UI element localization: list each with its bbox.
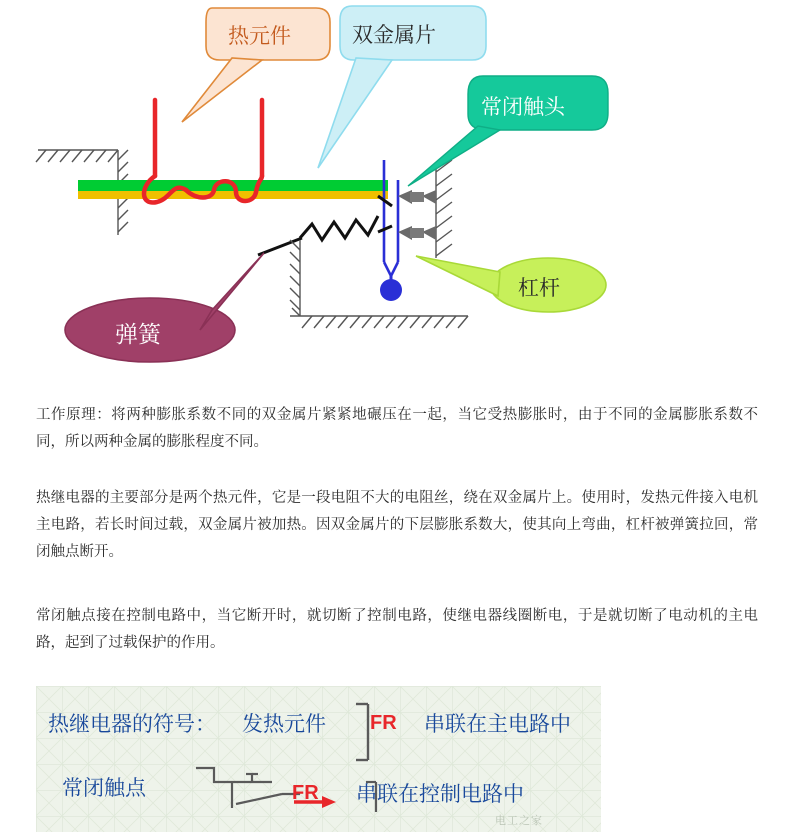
note-heating-element-symbol: 串联在主电路中 — [424, 713, 571, 736]
paragraph-control-circuit: 常闭触点接在控制电路中，当它断开时，就切断了控制电路，使继电器线圈断电，于是就切断了电动机的主电路，起到了过载保护的作用。 — [36, 608, 758, 651]
callout-label-spring: 弹簧 — [115, 321, 161, 347]
symbol-figure-title: 热继电器的符号： — [48, 713, 216, 736]
callout-label-heating-element: 热元件 — [228, 25, 291, 48]
tag-fr-nc: FR — [292, 782, 319, 804]
note-nc-contact-symbol: 串联在控制电路中 — [356, 783, 524, 806]
pivot-joint — [380, 279, 402, 301]
thermal-relay-structure-figure — [0, 0, 791, 370]
callout-label-nc-contact: 常闭触头 — [481, 96, 565, 119]
callout-label-lever: 杠杆 — [518, 277, 560, 300]
paragraph-main-parts: 热继电器的主要部分是两个热元件，它是一段电阻不大的电阻丝，绕在双金属片上。使用时，发热元件接入电机主电路，若长时间过载，双金属片被加热。因双金属片的下层膨胀系数大，使其向上弯曲，杠杆被弹簧拉回，常闭触点断开。 — [36, 490, 758, 560]
label-nc-contact-symbol: 常闭触点 — [62, 777, 146, 800]
tag-fr-heating: FR — [370, 712, 397, 734]
label-heating-element-symbol: 发热元件 — [242, 713, 326, 736]
callout-label-bimetallic-strip: 双金属片 — [352, 24, 436, 47]
bimetal-bottom-layer — [78, 191, 388, 199]
structure-svg — [0, 0, 791, 370]
paragraph-working-principle: 工作原理：将两种膨胀系数不同的双金属片紧紧地碾压在一起，当它受热膨胀时，由于不同的金属膨胀系数不同，所以两种金属的膨胀程度不同。 — [36, 407, 758, 450]
watermark-text: 电工之家 — [495, 815, 543, 827]
thermal-relay-symbol-figure — [36, 686, 601, 832]
